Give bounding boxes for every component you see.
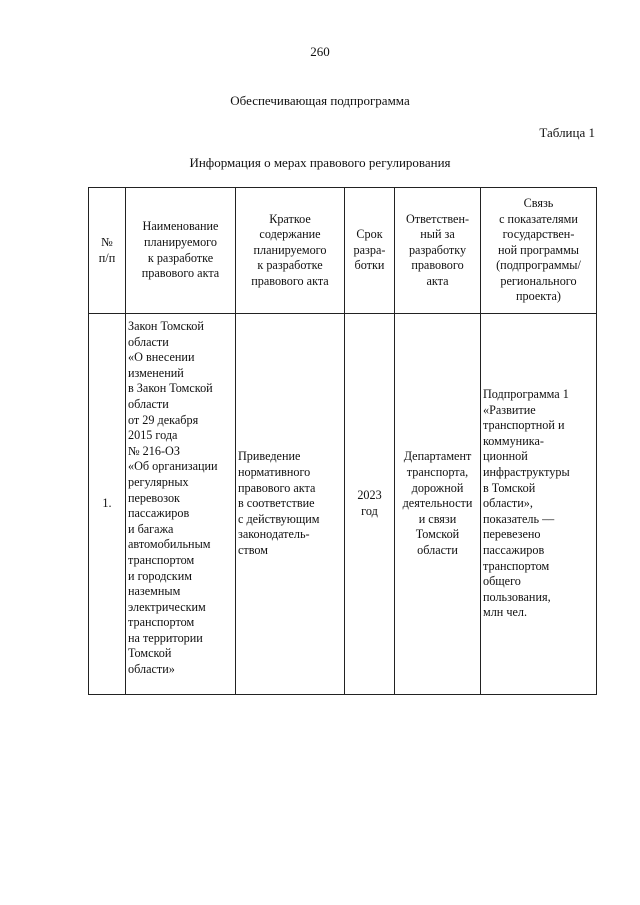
- table-header-row: [89, 188, 597, 314]
- cell-deadline: 2023 год: [345, 314, 395, 695]
- cell-num: 1.: [89, 314, 126, 695]
- header-name: Наименование планируемого к разработке правового акта: [126, 188, 236, 314]
- page-number: 260: [310, 44, 330, 59]
- header-deadline: Срок разра- ботки: [345, 188, 395, 314]
- subprogram-title: Обеспечивающая подпрограмма: [230, 93, 410, 108]
- header-link: Связь с показателями государствен- ной программы (подпрограммы/ регионального проекта): [481, 188, 597, 314]
- header-content: Краткое содержание планируемого к разработке правового акта: [236, 188, 345, 314]
- header-num: № п/п: [89, 188, 126, 314]
- cell-content: Приведение нормативного правового акта в соответствие с действующим законодатель- ством: [236, 314, 345, 695]
- header-responsible: Ответствен- ный за разработку правового акта: [395, 188, 481, 314]
- measures-table: [88, 187, 597, 695]
- cell-name: Закон Томской области «О внесении изменений в Закон Томской области от 29 декабря 2015 года № 216-ОЗ «Об организации регулярных перевозок пассажиров и багажа автомобильным транспортом и городским наземным электрическим транспортом на территории Томской области»: [126, 314, 236, 695]
- table-label: Таблица 1: [539, 125, 595, 140]
- table-title: Информация о мерах правового регулирования: [189, 155, 451, 170]
- cell-responsible: Департамент транспорта, дорожной деятельности и связи Томской области: [395, 314, 481, 695]
- cell-link: Подпрограмма 1 «Развитие транспортной и коммуника- ционной инфраструктуры в Томской области», показатель –– перевезено пассажиров транспортом общего пользования, млн чел.: [481, 314, 597, 695]
- table-row: [89, 314, 597, 695]
